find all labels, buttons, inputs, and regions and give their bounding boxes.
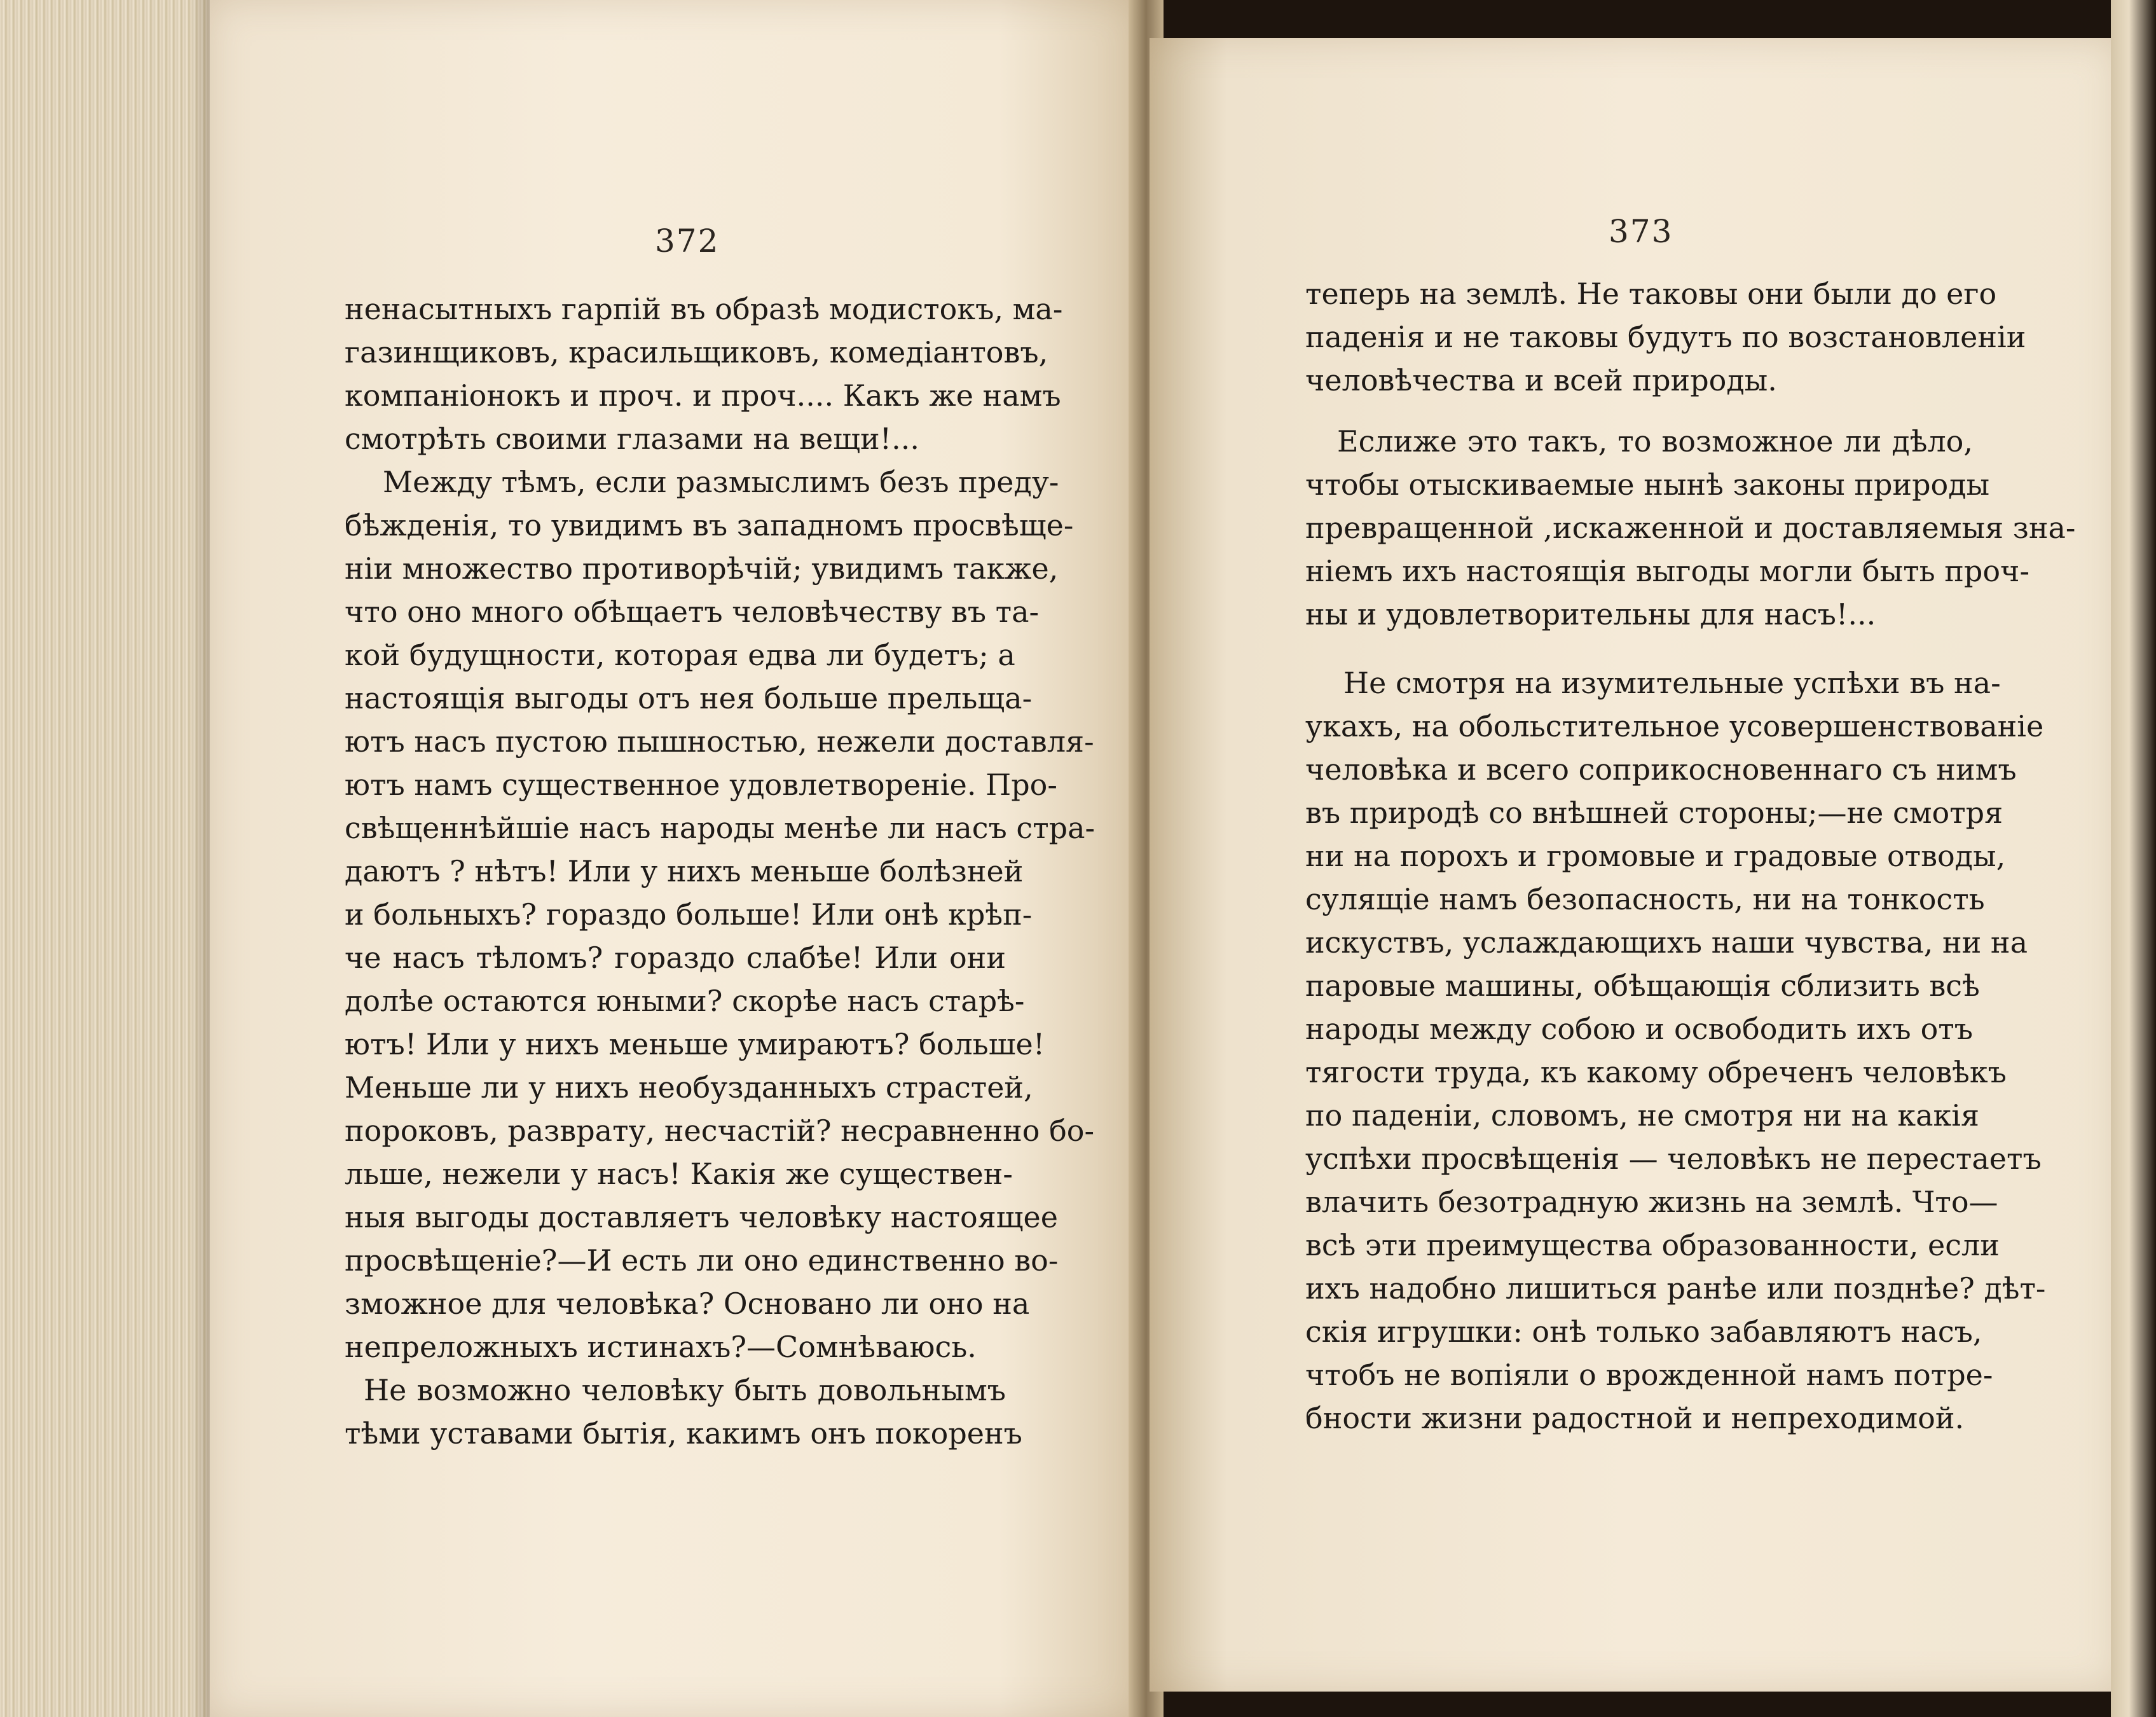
text-line: укахъ, на обольстительное усовершенствованіе — [1305, 709, 2044, 743]
text-line: Меньше ли у нихъ необузданныхъ страстей, — [345, 1070, 1033, 1105]
text-line: че насъ тѣломъ? гораздо слабѣе! Или они — [345, 941, 1006, 975]
text-line: скія игрушки: онѣ только забавляютъ насъ, — [1305, 1314, 1982, 1349]
paragraph-gap — [1305, 636, 1973, 661]
text-line: влачить безотрадную жизнь на землѣ. Что— — [1305, 1185, 1998, 1219]
text-line: свѣщеннѣйшіе насъ народы менѣе ли насъ стра- — [345, 811, 1095, 845]
text-line: искуствъ, услаждающихъ наши чувства, ни на — [1305, 925, 2028, 960]
text-line: ненасытныхъ гарпій въ образѣ модистокъ, ма- — [345, 292, 1063, 326]
text-line: въ природѣ со внѣшней стороны;—не смотря — [1305, 796, 2003, 830]
right-page-text — [1305, 272, 2076, 1440]
paragraph-gap — [1305, 402, 1973, 420]
text-line: настоящія выгоды отъ нея больше прельща- — [345, 681, 1033, 715]
text-line: по паденіи, словомъ, не смотря ни на какія — [1305, 1098, 1980, 1133]
text-line: бности жизни радостной и непреходимой. — [1305, 1401, 1965, 1435]
left-page-text — [345, 287, 1095, 1455]
text-line: тѣми уставами бытія, какимъ онъ покоренъ — [345, 1416, 1022, 1451]
text-line: ніемъ ихъ настоящія выгоды могли быть проч- — [1305, 554, 2029, 588]
text-line: непреложныхъ истинахъ?—Сомнѣваюсь. — [345, 1330, 977, 1364]
text-line: Не возможно человѣку быть довольнымъ — [364, 1373, 1006, 1407]
text-line: ны и удовлетворительны для насъ!... — [1305, 597, 1876, 631]
text-line: кой будущности, которая едва ли будетъ; а — [345, 638, 1015, 672]
text-line: Между тѣмъ, если размыслимъ безъ преду- — [383, 465, 1059, 499]
text-line: ютъ! Или у нихъ меньше умираютъ? больше! — [345, 1027, 1045, 1061]
text-line: чтобы отыскиваемые нынѣ законы природы — [1305, 467, 1990, 502]
text-line: газинщиковъ, красильщиковъ, комедіантовъ, — [345, 335, 1048, 369]
text-line: смотрѣть своими глазами на вещи!... — [345, 422, 919, 456]
text-line: тягости труда, къ какому обреченъ человѣкъ — [1305, 1055, 2007, 1089]
left-page — [210, 0, 1138, 1717]
text-line: ютъ намъ существенное удовлетвореніе. Про- — [345, 768, 1057, 802]
text-line: всѣ эти преимущества образованности, если — [1305, 1228, 2000, 1262]
right-page — [1150, 38, 2119, 1692]
text-line: чтобъ не вопіяли о врожденной намъ потре- — [1305, 1358, 1993, 1392]
text-line: человѣка и всего соприкосновеннаго съ нимъ — [1305, 752, 2017, 787]
text-line: просвѣщеніе?—И есть ли оно единственно во- — [345, 1243, 1059, 1278]
page-number-left: 372 — [655, 223, 720, 259]
text-line: паденія и не таковы будутъ по возстановленіи — [1305, 320, 2026, 354]
text-line: ныя выгоды доставляетъ человѣку настоящее — [345, 1200, 1058, 1234]
text-line: и больныхъ? гораздо больше! Или онѣ крѣп- — [345, 897, 1033, 932]
text-line: ни на порохъ и громовые и градовые отводы, — [1305, 839, 2006, 873]
text-line: бѣжденія, то увидимъ въ западномъ просвѣще- — [345, 508, 1074, 542]
text-line: народы между собою и освободить ихъ отъ — [1305, 1012, 1973, 1046]
text-line: зможное для человѣка? Основано ли оно на — [345, 1286, 1030, 1321]
text-line: сулящіе намъ безопасность, ни на тонкость — [1305, 882, 1985, 916]
text-line: пороковъ, разврату, несчастій? несравненно бо- — [345, 1114, 1095, 1148]
text-line: ніи множество противорѣчій; увидимъ также, — [345, 551, 1059, 586]
text-line: успѣхи просвѣщенія — человѣкъ не перестаетъ — [1305, 1141, 2042, 1176]
text-line: льше, нежели у насъ! Какія же существен- — [345, 1157, 1013, 1191]
text-line: паровые машины, обѣщающія сблизить всѣ — [1305, 969, 1980, 1003]
right-page-edge — [2111, 0, 2156, 1717]
text-line: долѣе остаются юными? скорѣе насъ старѣ- — [345, 984, 1025, 1018]
page-number-right: 373 — [1609, 213, 1673, 250]
text-line: ихъ надобно лишиться ранѣе или позднѣе? дѣт- — [1305, 1271, 2046, 1306]
text-line: теперь на землѣ. Не таковы они были до его — [1305, 277, 1997, 311]
text-line: компаніонокъ и проч. и проч.... Какъ же намъ — [345, 378, 1061, 413]
text-line: Еслиже это такъ, то возможное ли дѣло, — [1337, 424, 1973, 459]
text-line: ютъ насъ пустою пышностью, нежели доставля- — [345, 724, 1094, 759]
text-line: даютъ ? нѣтъ! Или у нихъ меньше болѣзней — [345, 854, 1024, 888]
text-line: Не смотря на изумительные успѣхи въ на- — [1343, 666, 2001, 700]
page-stack-edges — [0, 0, 210, 1717]
text-line: превращенной ,искаженной и доставляемыя зна- — [1305, 511, 2076, 545]
text-line: что оно много обѣщаетъ человѣчеству въ та- — [345, 595, 1040, 629]
text-line: человѣчества и всей природы. — [1305, 363, 1777, 397]
